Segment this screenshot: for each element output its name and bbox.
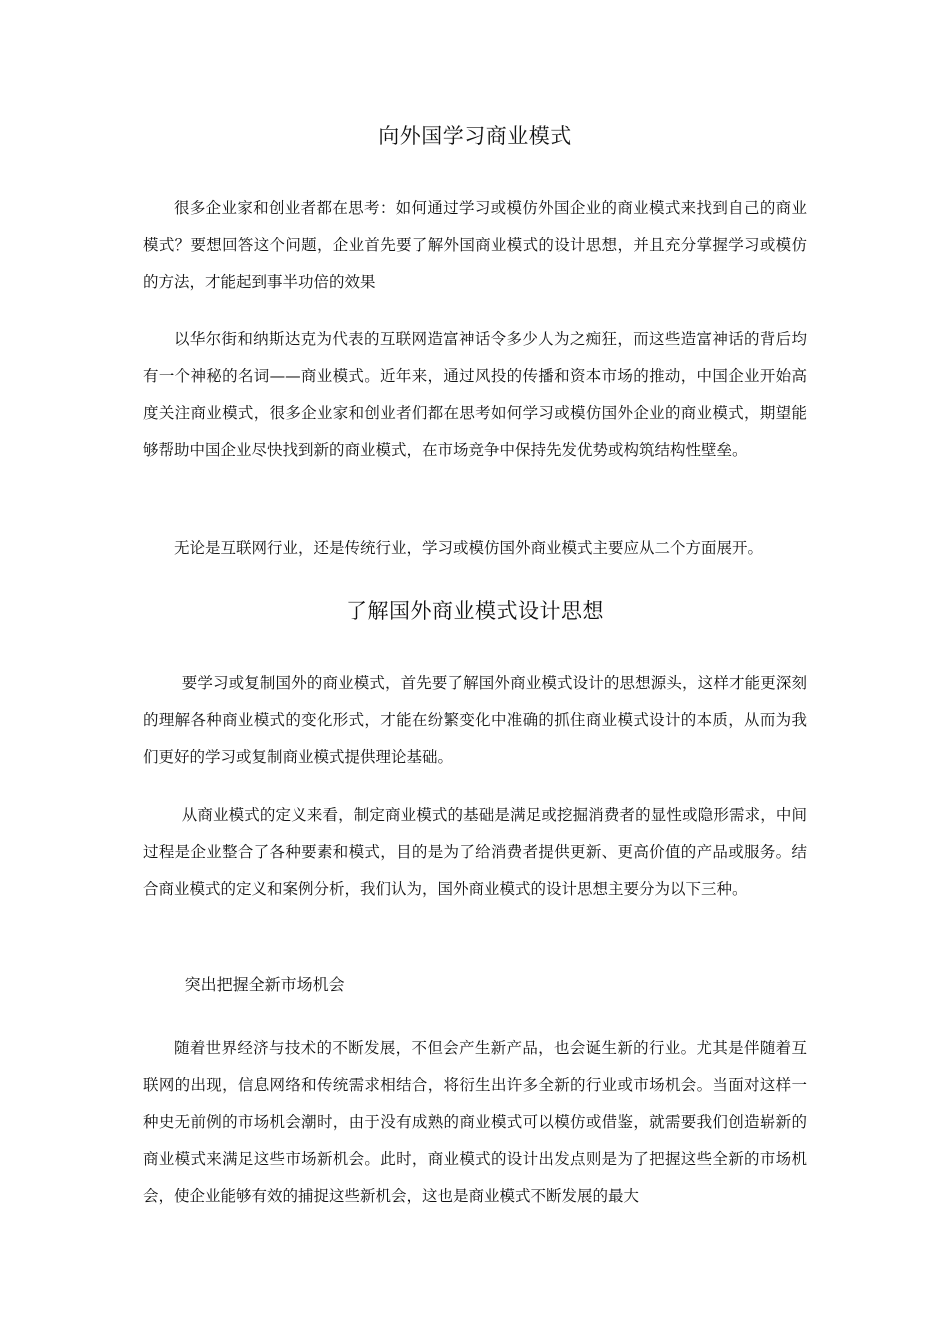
intro-paragraph-1: 很多企业家和创业者都在思考：如何通过学习或模仿外国企业的商业模式来找到自己的商业模式？要想回答这个问题，企业首先要了解外国商业模式的设计思想，并且充分掌握学习或模仿的方法，才能起到事半功倍的效果: [143, 199, 807, 291]
section-paragraph-2: 从商业模式的定义来看，制定商业模式的基础是满足或挖掘消费者的显性或隐形需求，中间过程是企业整合了各种要素和模式，目的是为了给消费者提供更新、更高价值的产品或服务。结合商业模式的定义和案例分析，我们认为，国外商业模式的设计思想主要分为以下三种。: [143, 806, 807, 898]
document-title: 向外国学习商业模式: [378, 124, 572, 148]
subsection-paragraph: 随着世界经济与技术的不断发展，不但会产生新产品，也会诞生新的行业。尤其是伴随着互联网的出现，信息网络和传统需求相结合，将衍生出许多全新的行业或市场机会。当面对这样一种史无前例的市场机会潮时，由于没有成熟的商业模式可以模仿或借鉴，就需要我们创造崭新的商业模式来满足这些市场新机会。此时，商业模式的设计出发点则是为了把握这些全新的市场机会，使企业能够有效的捕捉这些新机会，这也是商业模式不断发展的最大: [143, 1039, 807, 1205]
section-title: 了解国外商业模式设计思想: [346, 599, 604, 623]
intro-paragraph-2: 以华尔街和纳斯达克为代表的互联网造富神话令多少人为之痴狂，而这些造富神话的背后均有一个神秘的名词——商业模式。近年来，通过风投的传播和资本市场的推动，中国企业开始高度关注商业模式，很多企业家和创业者们都在思考如何学习或模仿国外企业的商业模式，期望能够帮助中国企业尽快找到新的商业模式，在市场竞争中保持先发优势或构筑结构性壁垒。: [143, 330, 807, 459]
subheading: 突出把握全新市场机会: [184, 975, 345, 994]
intro-paragraph-3: 无论是互联网行业，还是传统行业，学习或模仿国外商业模式主要应从二个方面展开。: [174, 539, 764, 557]
section-paragraph-1: 要学习或复制国外的商业模式，首先要了解国外商业模式设计的思想源头，这样才能更深刻的理解各种商业模式的变化形式，才能在纷繁变化中准确的抓住商业模式设计的本质，从而为我们更好的学习或复制商业模式提供理论基础。: [143, 674, 807, 766]
